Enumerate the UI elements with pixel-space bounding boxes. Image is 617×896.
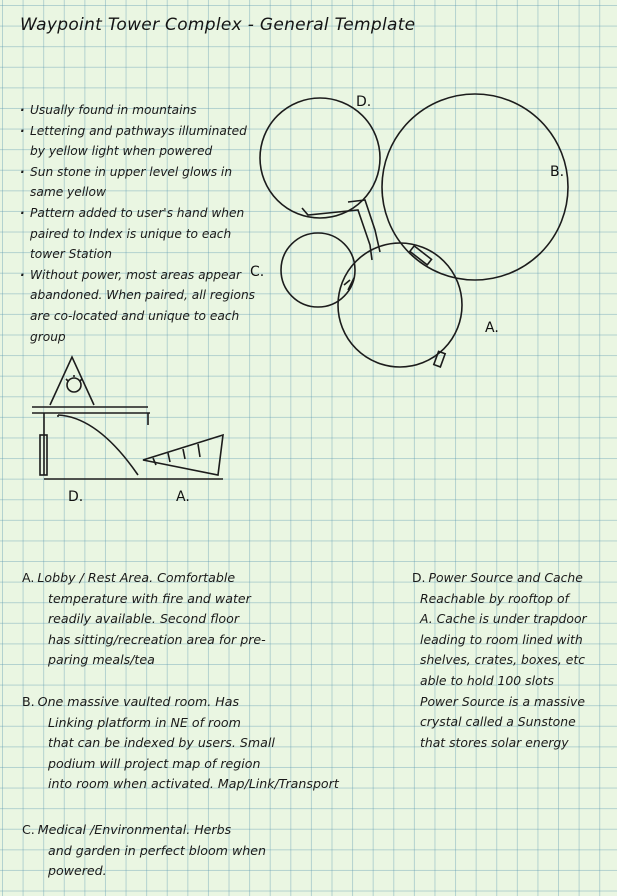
section-c-line: Medical /Environmental. Herbs [37, 822, 232, 837]
elevation-label-a: A. [176, 489, 190, 505]
staircase [143, 435, 223, 475]
label-d: D. [356, 94, 372, 110]
section-b-line: Linking platform in NE of room [48, 714, 241, 730]
section-a-line: readily available. Second floor [48, 611, 240, 627]
note-item: · Lettering and pathways illuminated by yellow light when powered [20, 121, 258, 162]
section-d-line: shelves, crates, boxes, etc [420, 652, 586, 668]
sunstone [67, 378, 81, 392]
section-c-line: powered. [48, 863, 107, 879]
section-d-line: Reachable by rooftop of [420, 590, 569, 606]
note-item: · Sun stone in upper level glows in same yellow [20, 162, 258, 203]
section-a-line: has sitting/recreation area for pre- [48, 631, 266, 647]
tower-roof [50, 357, 94, 405]
section-a-letter: A. [22, 570, 35, 585]
section-b-line: podium will project map of region [48, 755, 261, 771]
section-b-line: One massive vaulted room. Has [37, 694, 240, 709]
note-item: · Usually found in mountains [20, 100, 258, 121]
section-c [22, 820, 302, 882]
section-d-letter: D. [412, 570, 426, 585]
room-a-circle [338, 243, 462, 367]
arch-curve [58, 415, 138, 475]
section-a-line: temperature with fire and water [48, 590, 251, 606]
elevation-label-d: D. [68, 489, 84, 505]
section-a-line: paring meals/tea [48, 652, 155, 668]
elevation-sketch [28, 345, 253, 505]
section-d-line: A. Cache is under trapdoor [420, 611, 587, 627]
section-d-line: Power Source and Cache [428, 570, 583, 585]
section-d-line: crystal called a Sunstone [420, 714, 576, 730]
room-c-circle [281, 233, 355, 307]
section-d [412, 568, 608, 753]
note-item: · Pattern added to user's hand when paired to Index is unique to each tower Station [20, 203, 258, 265]
floor-plan-sketch [240, 80, 610, 400]
section-b-line: that can be indexed by users. Small [48, 735, 275, 751]
label-a: A. [485, 320, 499, 336]
section-c-letter: C. [22, 822, 35, 837]
notes-list [20, 100, 258, 347]
section-a [22, 568, 292, 671]
label-c: C. [250, 264, 265, 280]
section-c-line: and garden in perfect bloom when [48, 842, 266, 858]
section-b [22, 692, 352, 795]
section-d-line: able to hold 100 slots [420, 672, 554, 688]
section-d-line: that stores solar energy [420, 734, 569, 750]
section-d-line: leading to room lined with [420, 631, 583, 647]
note-item: · Without power, most areas appear abandoned. When paired, all regions are co-located and unique to each group [20, 265, 258, 347]
label-b: B. [550, 164, 565, 180]
upper-floor [32, 407, 150, 413]
section-d-line: Power Source is a massive [420, 693, 585, 709]
section-a-line: Lobby / Rest Area. Comfortable [37, 570, 236, 585]
page-title: Waypoint Tower Complex - General Template [20, 15, 416, 35]
section-b-line: into room when activated. Map/Link/Transport [48, 776, 339, 792]
section-b-letter: B. [22, 694, 35, 709]
